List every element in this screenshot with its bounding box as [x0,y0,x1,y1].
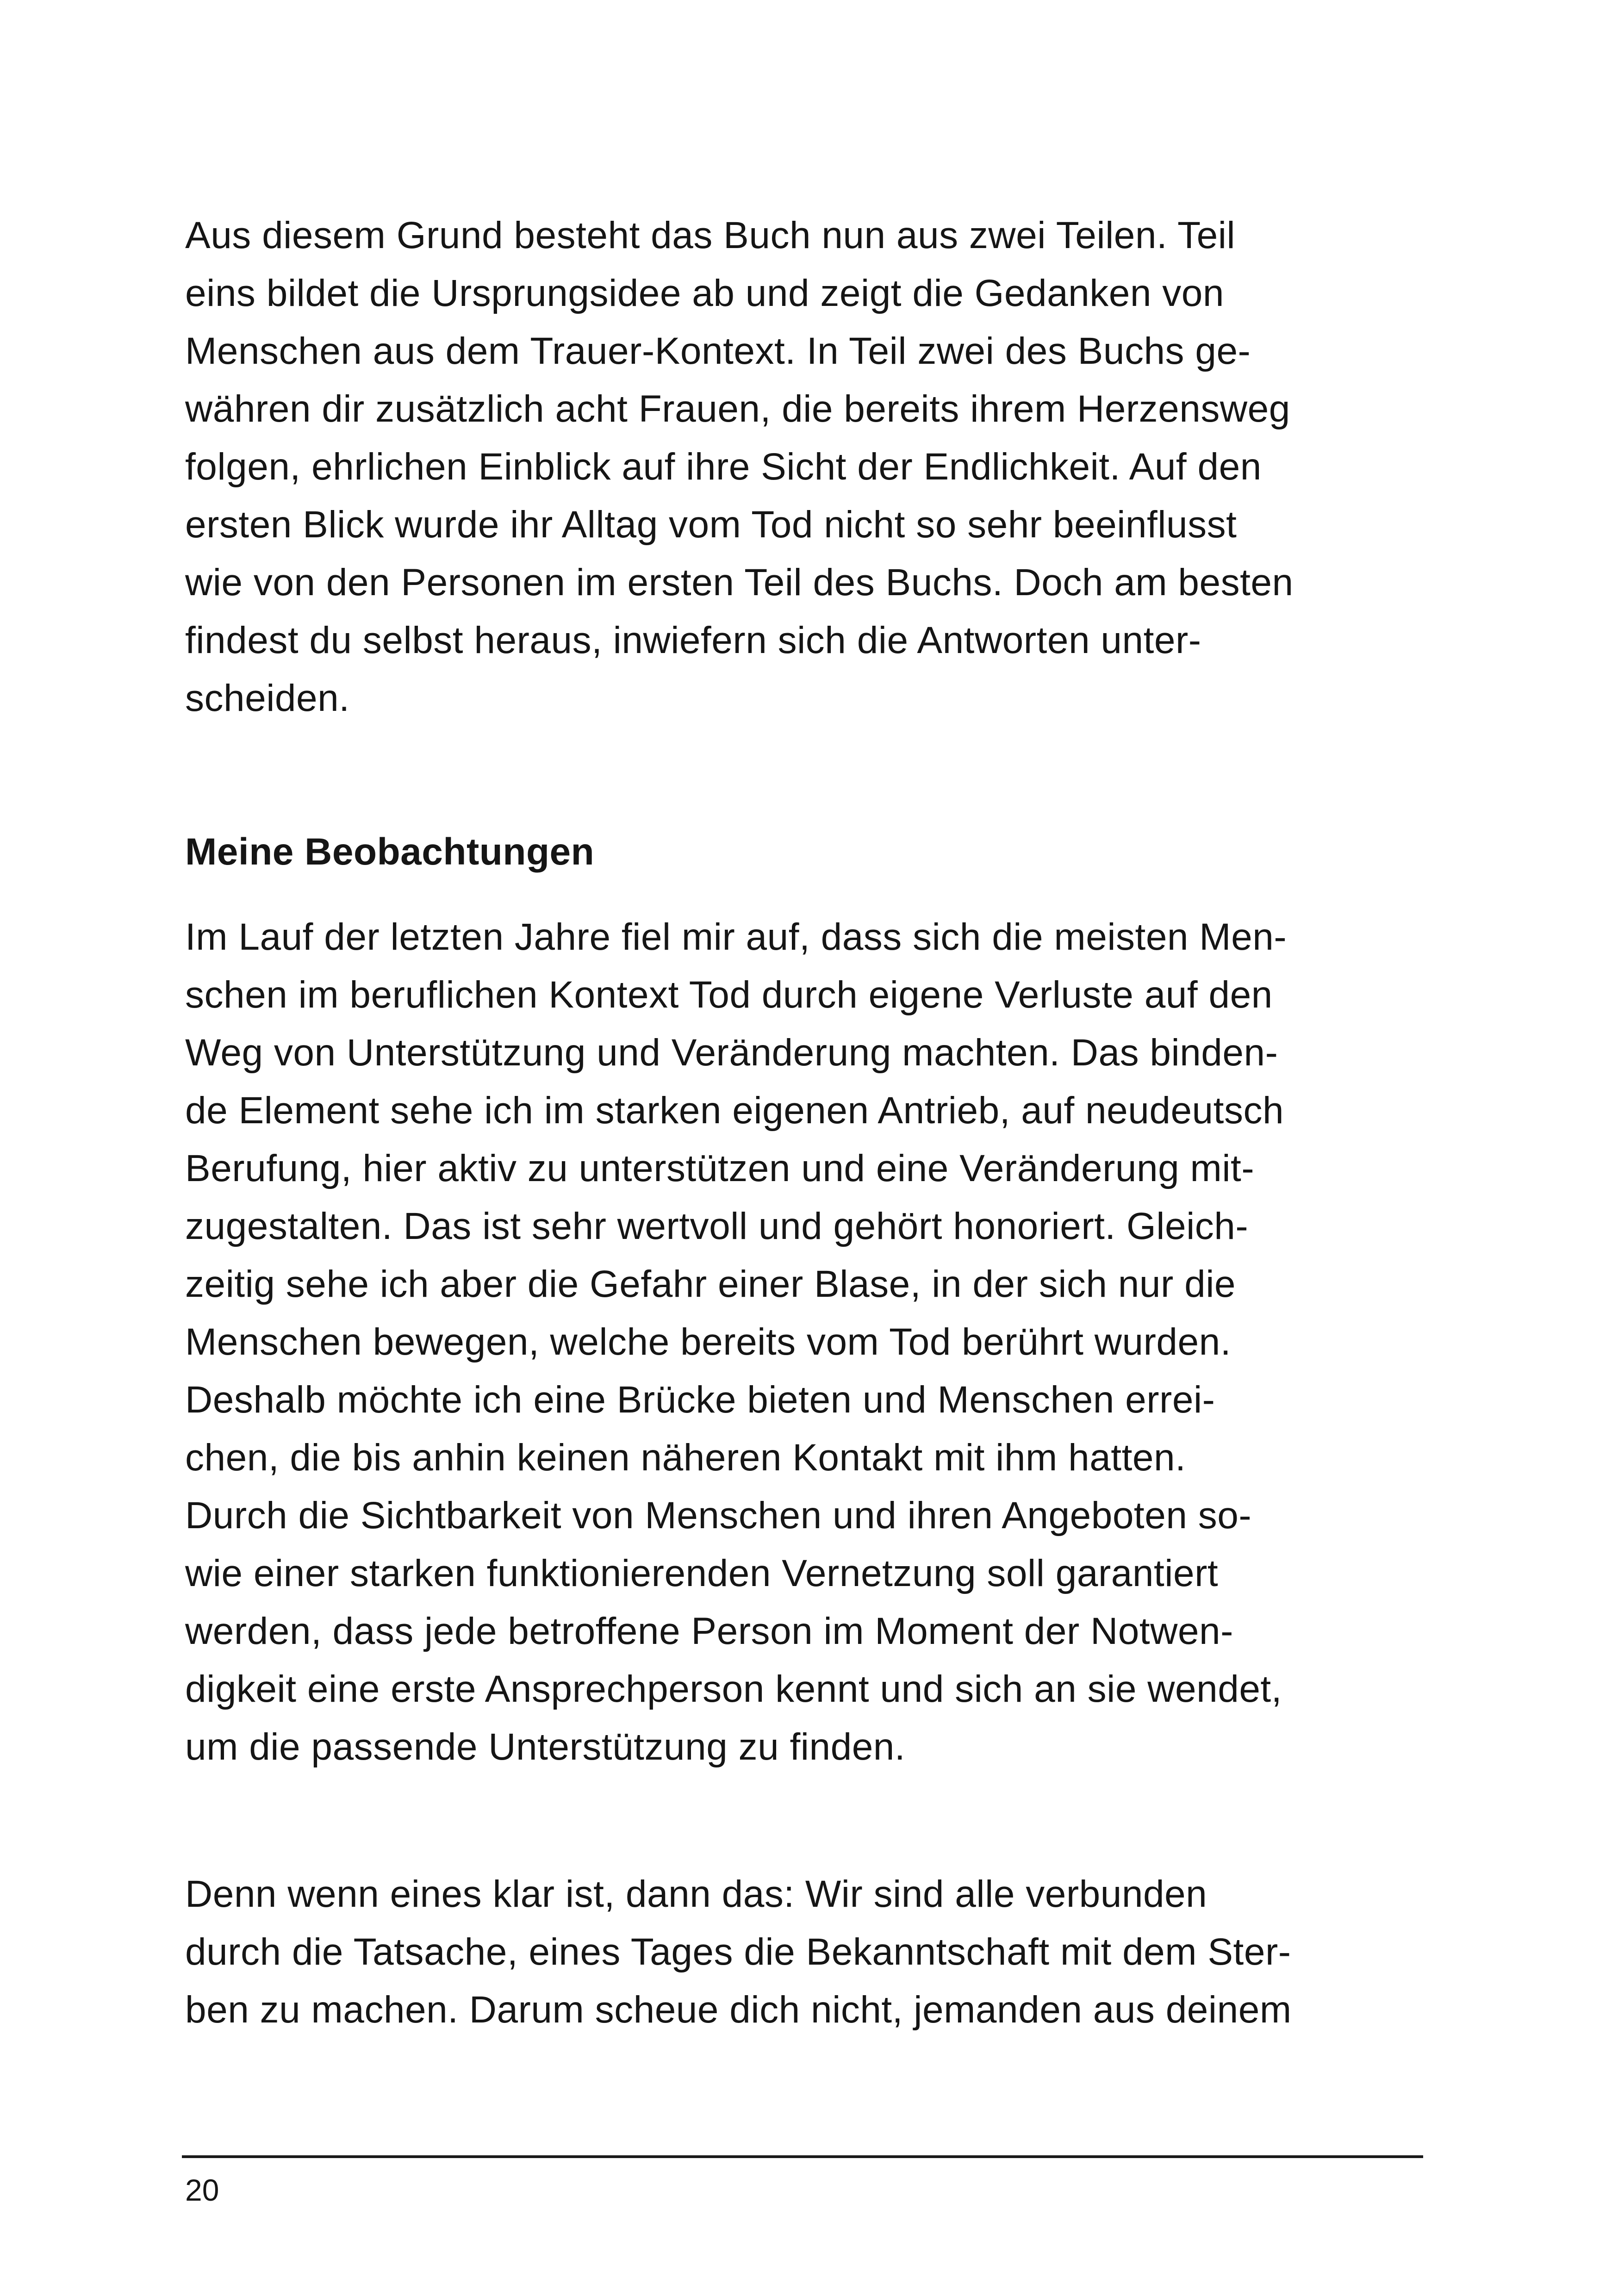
text-line: de Element sehe ich im starken eigenen Antrieb, auf neudeutsch [185,1089,1284,1132]
section-heading-text: Meine Beobachtungen [185,831,595,873]
page-number: 20 [185,2173,219,2207]
text-line: eins bildet die Ursprungsidee ab und zeigt die Gedanken von [185,272,1224,314]
text-line: ben zu machen. Darum scheue dich nicht, jemanden aus deinem [185,1989,1292,2031]
text-line: Menschen aus dem Trauer-Kontext. In Teil zwei des Buchs ge- [185,330,1251,372]
text-line: schen im beruflichen Kontext Tod durch eigene Verluste auf den [185,974,1273,1016]
footer-divider [182,2155,1423,2158]
text-line: zeitig sehe ich aber die Gefahr einer Blase, in der sich nur die [185,1263,1236,1305]
paragraph-observations [185,908,1407,1776]
text-line: Im Lauf der letzten Jahre fiel mir auf, dass sich die meisten Men- [185,916,1287,958]
text-line: Deshalb möchte ich eine Brücke bieten und Menschen errei- [185,1379,1215,1421]
text-line: wie einer starken funktionierenden Vernetzung soll garantiert [185,1552,1219,1594]
text-line: durch die Tatsache, eines Tages die Bekanntschaft mit dem Ster- [185,1931,1291,1973]
paragraph-closing [185,1865,1407,2039]
text-line: Denn wenn eines klar ist, dann das: Wir sind alle verbunden [185,1873,1207,1915]
text-line: Berufung, hier aktiv zu unterstützen und eine Veränderung mit- [185,1147,1255,1189]
text-line: findest du selbst heraus, inwiefern sich die Antworten unter- [185,619,1201,661]
text-line: ersten Blick wurde ihr Alltag vom Tod nicht so sehr beeinflusst [185,504,1237,546]
text-line: Weg von Unterstützung und Veränderung machten. Das binden- [185,1032,1278,1074]
text-line: zugestalten. Das ist sehr wertvoll und gehört honoriert. Gleich- [185,1205,1249,1247]
text-line: chen, die bis anhin keinen näheren Kontakt mit ihm hatten. [185,1437,1186,1479]
section-heading [185,823,1407,881]
text-line: digkeit eine erste Ansprechperson kennt und sich an sie wendet, [185,1668,1282,1710]
text-line: werden, dass jede betroffene Person im Moment der Notwen- [185,1610,1233,1652]
text-line: scheiden. [185,677,350,719]
text-line: Menschen bewegen, welche bereits vom Tod berührt wurden. [185,1321,1231,1363]
text-line: wie von den Personen im ersten Teil des Buchs. Doch am besten [185,561,1294,604]
text-line: Durch die Sichtbarkeit von Menschen und ihren Angeboten so- [185,1494,1252,1537]
text-line: währen dir zusätzlich acht Frauen, die bereits ihrem Herzensweg [185,388,1290,430]
text-line: folgen, ehrlichen Einblick auf ihre Sicht der Endlichkeit. Auf den [185,446,1262,488]
paragraph-intro [185,206,1407,727]
text-line: Aus diesem Grund besteht das Buch nun aus zwei Teilen. Teil [185,214,1236,256]
text-line: um die passende Unterstützung zu finden. [185,1726,906,1768]
